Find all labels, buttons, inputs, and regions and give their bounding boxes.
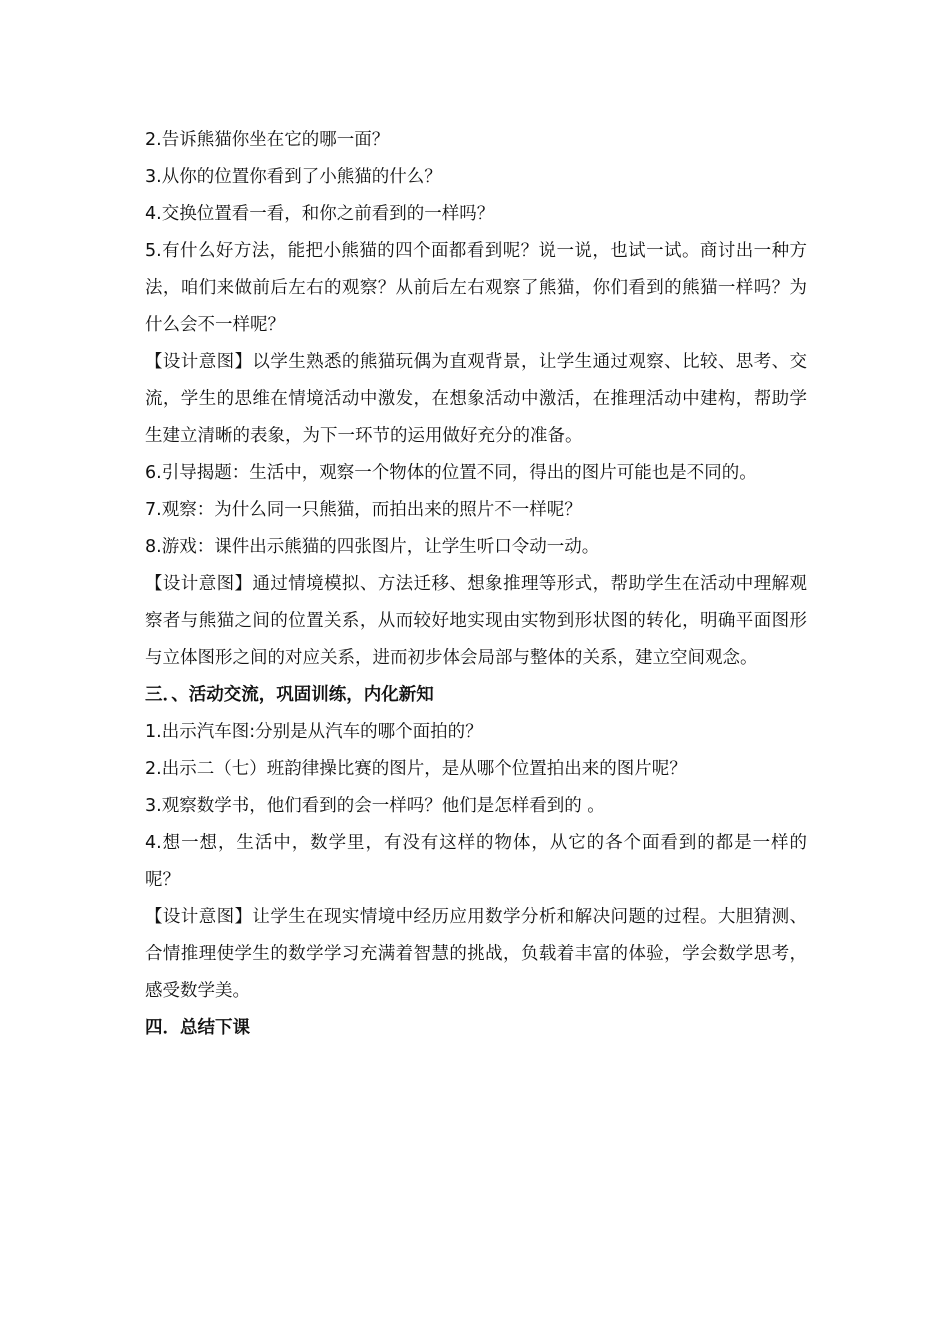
paragraph-step-8: 8.游戏：课件出示熊猫的四张图片，让学生听口令动一动。 — [145, 537, 600, 557]
section-heading-3: 三．、活动交流，巩固训练，内化新知 — [145, 685, 434, 705]
paragraph-step-2: 2.告诉熊猫你坐在它的哪一面？ — [145, 130, 390, 150]
paragraph-section3-step-1: 1.出示汽车图:分别是从汽车的哪个面拍的？ — [145, 722, 483, 742]
document-body — [145, 122, 807, 1047]
paragraph-step-4: 4.交换位置看一看，和你之前看到的一样吗？ — [145, 204, 495, 224]
paragraph-step-5: 5.有什么好方法，能把小熊猫的四个面都看到呢？说一说，也试一试。商讨出一种方法，咱们来做前后左右的观察？从前后左右观察了熊猫，你们看到的熊猫一样吗？为什么会不一样呢？ — [145, 241, 807, 335]
paragraph-step-7: 7.观察：为什么同一只熊猫，而拍出来的照片不一样呢？ — [145, 500, 582, 520]
paragraph-step-6: 6.引导揭题：生活中，观察一个物体的位置不同，得出的图片可能也是不同的。 — [145, 463, 757, 483]
paragraph-section3-step-2: 2.出示二（七）班韵律操比赛的图片，是从哪个位置拍出来的图片呢？ — [145, 759, 687, 779]
paragraph-design-intent-3: 【设计意图】让学生在现实情境中经历应用数学分析和解决问题的过程。大胆猜测、合情推理使学生的数学学习充满着智慧的挑战，负载着丰富的体验，学会数学思考，感受数学美。 — [145, 907, 807, 1001]
paragraph-section3-step-3: 3.观察数学书，他们看到的会一样吗？他们是怎样看到的 。 — [145, 796, 605, 816]
paragraph-step-3: 3.从你的位置你看到了小熊猫的什么？ — [145, 167, 442, 187]
paragraph-design-intent-2: 【设计意图】通过情境模拟、方法迁移、想象推理等形式，帮助学生在活动中理解观察者与熊猫之间的位置关系，从而较好地实现由实物到形状图的转化，明确平面图形与立体图形之间的对应关系，进而初步体会局部与整体的关系，建立空间观念。 — [145, 574, 807, 668]
paragraph-design-intent-1: 【设计意图】以学生熟悉的熊猫玩偶为直观背景，让学生通过观察、比较、思考、交流，学生的思维在情境活动中激发，在想象活动中激活，在推理活动中建构，帮助学生建立清晰的表象，为下一环节的运用做好充分的准备。 — [145, 352, 807, 446]
paragraph-section3-step-4: 4.想一想，生活中，数学里，有没有这样的物体，从它的各个面看到的都是一样的呢？ — [145, 833, 807, 890]
section-heading-4: 四．总结下课 — [145, 1018, 250, 1038]
